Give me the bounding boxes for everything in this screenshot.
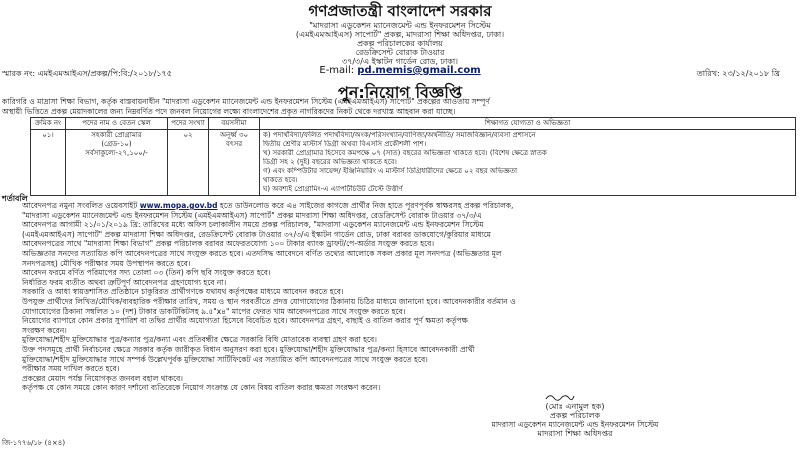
posts-table bbox=[30, 117, 796, 196]
signature-scribble-icon bbox=[545, 392, 575, 402]
qualification-line: ডিগ্রী সহ ২ (দুই) বছরের অভিজ্ঞতা থাকতে হবে। bbox=[263, 158, 397, 166]
condition-text: পরীক্ষার সময় দাখিল করতে হবে। bbox=[22, 364, 120, 374]
post-name: সহকারী প্রোগ্রামার bbox=[91, 131, 142, 139]
condition-item bbox=[22, 220, 800, 230]
condition-item bbox=[22, 383, 800, 393]
col-post-header: পদের নাম ও বেতন স্কেল bbox=[66, 118, 168, 130]
post-cell bbox=[66, 130, 168, 196]
condition-item bbox=[22, 201, 800, 211]
condition-item bbox=[22, 307, 800, 317]
condition-text: আবেদনপত্র নমুনা সংবলিত ওয়েবসাইট bbox=[22, 201, 140, 210]
col-age-header: বয়সসীমা bbox=[209, 118, 260, 130]
signatory-designation: প্রকল্প পরিচালক bbox=[549, 411, 601, 420]
table-header-row bbox=[31, 118, 796, 130]
condition-text: সরকারি ও আধা স্বায়ত্তশাসিত প্রতিষ্ঠানে চাকুরিরত প্রার্থীগণকে যথাযথ কর্তৃপক্ষের মাধ্যমে আবেদন করতে হবে। bbox=[22, 287, 344, 297]
qualification-line: ঘ) অবশ্যই প্রোগ্রামিং-এ এ্যাপটিচিউট টেস্টে উত্তীর্ণ bbox=[263, 185, 403, 193]
qualification-line: থাকতে হবে। bbox=[263, 176, 298, 184]
footer-code: জি-১৭৭৬/১৮ (৪×৪) bbox=[2, 439, 66, 447]
memo-reference: স্মারক নং: এমইএমআইএস/প্রকল্প/পি:বি:/২০১৮/১৭৫ bbox=[2, 69, 172, 78]
condition-text: উক্ত পদসমূহে প্রার্থী নির্বাচনের ক্ষেত্রে সরকার কর্তৃক জারীকৃত বিধান অনুসরণ করা হবে। মুক্তিযোদ্ধা/শহীদ মুক্তিযোদ্ধার পুত্র/কন্যা হিসাবে আবেদনকারী প্রার্থী bbox=[22, 344, 475, 354]
intro-line: অস্থায়ী ভিত্তিতে প্রকল্প মেয়াদকালের জন্য নিম্নবর্ণিত পদে জনবল নিয়োগের লক্ষ্যে বাংলাদেশের প্রকৃত নাগরিকদের নিকট থেকে দরখাস্ত আহবান করা যাচ্ছে। bbox=[2, 107, 456, 116]
condition-text: উপযুক্ত প্রার্থীদের লিখিত/মৌখিক/ব্যবহারিক পরীক্ষার তারিখ, সময় ও স্থান পরবর্তীতে প্রদত্ত যোগাযোগের ঠিকানায় চিঠির মাধ্যমে জানানো হবে। আবেদনকারীর বর্তমান ও bbox=[22, 296, 516, 306]
condition-item bbox=[22, 374, 800, 384]
condition-text: অভিজ্ঞতার সনদের সত্যায়িত কপি আবেদনপত্রের সাথে সংযুক্ত করতে হবে। এতদসিদ্ধ আবেদনে বর্ণিত তথ্যের আলোকে সকল প্রকার মূল সনদপত্র (অভিজ্ঞতার মূল bbox=[22, 248, 502, 258]
intro-paragraph bbox=[2, 97, 797, 117]
col-qualification-header: শিক্ষাগত যোগ্যতা ও অভিজ্ঞতা bbox=[260, 118, 796, 130]
condition-text: নির্ধারিত ফরম ব্যতীত অথবা ত্রুটিপূর্ণ আবেদনপত্র গ্রহণযোগ্য হবে না। bbox=[22, 277, 227, 287]
project-name-line2: (এমইএমআইএস) সাপোর্ট" প্রকল্প, মাদরাসা শিক্ষা অধিদপ্তর, ঢাকা। bbox=[295, 30, 505, 39]
condition-text: যোগাযোগের ঠিকানা সম্বলিত ১০ (দশ) টাকার ডাকটিকিটসহ ৯.৫"x৪" মাপের ফেরত খাম আবেদনপত্রের সাথে সংযুক্ত করতে হবে। bbox=[22, 306, 406, 316]
condition-item bbox=[22, 259, 800, 269]
condition-item bbox=[22, 211, 800, 221]
qualification-line: খ) সরকারী প্রোগ্রামার হিসেবে কমপক্ষে ০৭ (সাত) বছরের অভিজ্ঞতা থাকতে হবে। (বিশেষ ক্ষেত্রে স্নাতক bbox=[263, 149, 547, 157]
condition-item bbox=[22, 230, 800, 240]
condition-item bbox=[22, 249, 800, 259]
qualification-line: ক) পদার্থবিদ্যা/ফলিত পদার্থবিদ্যা/অংক/পরিসংখ্যান/বাণিজ্য/অর্থনীতি/ সমাজবিজ্ঞান/ব্যবসা প্রশাসনে bbox=[263, 131, 536, 139]
office-name: প্রকল্প পরিচালকের কার্যালয় bbox=[357, 39, 443, 48]
qualification-cell bbox=[260, 130, 796, 196]
condition-item bbox=[22, 335, 800, 345]
signatory-name: (মোঃ এনামুল হক) bbox=[545, 402, 605, 411]
condition-item bbox=[22, 278, 800, 288]
table-row bbox=[31, 130, 796, 196]
email-label: E-mail: bbox=[319, 65, 355, 76]
condition-item bbox=[22, 364, 800, 374]
condition-item bbox=[22, 355, 800, 365]
count-cell: ০২ bbox=[168, 130, 209, 196]
condition-text: প্রকল্পের মেয়াদ পর্যন্ত নিয়োগকৃত জনবল বহাল থাকবে। bbox=[22, 373, 183, 383]
post-scale: সর্বসাকুল্যে-২৭,১০০/- bbox=[85, 149, 148, 157]
condition-text: আবেদনপত্রের সাথে "মাদরাসা শিক্ষা বিভাগ" প্রকল্প পরিচালক বরাবর অফেরতযোগ্য ১০০ টাকার ব্যাংক ড্রাফট/পে-অর্ডার সংযুক্ত করতে হবে। bbox=[22, 239, 435, 249]
condition-text: আবেদন ফরমে বর্ণিত পরিমাপের সদ্য তোলা ০৩ (তিন) কপি ছবি সংযুক্ত করতে হবে। bbox=[22, 268, 271, 278]
building-name: রেডক্রিসেন্ট বোরাক টাওয়ার bbox=[355, 48, 445, 57]
condition-item bbox=[22, 316, 800, 326]
website-link[interactable]: www.mopa.gov.bd bbox=[139, 201, 218, 210]
post-grade: (গ্রেড-১০) bbox=[101, 140, 132, 148]
signatory-project: মাদরাসা এডুকেশন ম্যানেজমেন্ট এন্ড ইনফরমেশন সিস্টেম bbox=[491, 420, 659, 429]
condition-item bbox=[22, 297, 800, 307]
condition-item bbox=[22, 268, 800, 278]
condition-item bbox=[22, 239, 800, 249]
condition-item bbox=[22, 345, 800, 355]
email-link[interactable]: pd.memis@gmail.com bbox=[357, 65, 481, 76]
condition-text: হতে ডাউনলোড করে এ৪ সাইজের কাগজে প্রার্থীর নিজ হাতে পূরণপূর্বক স্বাক্ষরসহ প্রকল্প পরিচালক, bbox=[217, 201, 514, 210]
condition-text: সংরক্ষণ করেন। bbox=[22, 325, 67, 335]
condition-item bbox=[22, 326, 800, 336]
condition-text: (এমইএমআইএস) সাপোর্ট" প্রকল্প মাদরাসা শিক্ষা অধিদপ্তর, রেডক্রিসেন্ট বোরাক টাওয়ার ৩৭/৩/এ ইস্কাটন গার্ডেন রোড, ঢাকা বরাবর ডাকযোগে/কুরিয়ার মাধ্যমে bbox=[22, 229, 491, 239]
condition-text: মুক্তিযোদ্ধা/শহীদ মুক্তিযোদ্ধার সাথে সম্পর্ক উল্লেখপূর্বক মুক্তিযোদ্ধা সার্টিফিকেট এর সত্যায়িত কপি আবেদনপত্রের সাথে সংযুক্ত করতে হবে। bbox=[22, 354, 428, 364]
qualification-line: দ্বিতীয় শ্রেণীর মাস্টার্স ডিগ্রী অথবা বিএসসি প্রকৌশলী পাশ। bbox=[263, 140, 427, 148]
intro-line: কারিগরি ও মাদ্রাসা শিক্ষা বিভাগ, কর্তৃক বাস্তবায়নাধীন "মাদরাসা এডুকেশন ম্যানেজমেন্ট এন্ড ইনফরমেশন সিস্টেম (এমইএমআইএস) সাপোর্ট" প্রকল্পের আওতায় সম্পূর্ণ bbox=[2, 97, 490, 106]
notice-title: পুন:নিয়োগ বিজ্ঞপ্তি bbox=[337, 83, 462, 102]
condition-text: সনদপত্রসহ) মৌখিক পরীক্ষার সময় উপস্থাপন করতে হবে। bbox=[22, 258, 191, 268]
conditions-list bbox=[0, 201, 800, 393]
col-count-header: পদের সংখ্যা bbox=[168, 118, 209, 130]
qualification-line: গ) এবং কম্পিউটার সায়েন্স/ ইঞ্জিনিয়ারিং এ মাস্টার্স ডিগ্রিধারীদের ক্ষেত্রে ০২ বছর অভিজ্ঞতা bbox=[263, 167, 518, 175]
conditions-heading: শর্তাবলি bbox=[2, 194, 28, 203]
condition-text: নিয়োগের ব্যাপারে কোন প্রকার সুপারিশ বা তদ্বির প্রার্থীর অযোগ্যতা হিসেবে বিবেচিত হবে। আবেদনপত্র গ্রহণ, বাছাই ও বাতিল করার পূর্ণ ক্ষমতা কর্তৃপক্ষ bbox=[22, 316, 468, 326]
email-line bbox=[160, 66, 640, 76]
serial-cell: ০১। bbox=[31, 130, 66, 196]
signatory-department: মাদরাসা শিক্ষা অধিদপ্তর bbox=[537, 429, 613, 438]
col-serial-header: ক্রমিক নং bbox=[31, 118, 66, 130]
project-name-line1: "মাদরাসা এডুকেশন ম্যানেজমেন্ট এন্ড ইনফরমেশন সিস্টেম bbox=[309, 21, 491, 30]
condition-text: মুক্তিযোদ্ধা/শহীদ মুক্তিযোদ্ধার পুত্র/কন্যার পুত্র/কন্যা এবং প্রতিবন্ধীর ক্ষেত্রে সরকারি বিধি মোতাবেক ব্যবস্থা গ্রহণ করা হবে। bbox=[22, 335, 377, 345]
condition-text: আবেদনপত্র আগামী ২১/০১/২০১৯ খ্রি: তারিখের মধ্যে অফিস চলাকালীন সময়ে প্রকল্প পরিচালক, "মাদরাসা এডুকেশন ম্যানেজমেন্ট এন্ড ইনফরমেশন সিস্টেম bbox=[22, 220, 484, 230]
condition-text: কর্তৃপক্ষ যে কোন সময়ে কোন কারণ দর্শানো ব্যতিরেকে নিয়োগ সংক্রান্ত যে কোন বিষয় বাতিল করার ক্ষমতা সংরক্ষণ করেন। bbox=[22, 383, 381, 393]
memo-date: তারিখ: ২৩/১২/২০১৮ খ্রি bbox=[696, 69, 780, 78]
age-cell: অনূর্ধ্ব ৩০ বৎসর bbox=[209, 130, 260, 196]
office-address: ৩৭/৩/এ ইস্কাটন গার্ডেন রোড, ঢাকা। bbox=[341, 57, 459, 66]
condition-item bbox=[22, 287, 800, 297]
condition-text: "মাদরাসা এডুকেশন ম্যানেজমেন্ট এন্ড ইনফরমেশন সিস্টেম (এমইএমআইএস) সাপোর্ট" প্রকল্প মাদরাসা শিক্ষা অধিদপ্তর, রেডক্রিসেন্ট বোরাক টাওয়ার ৩৭/৩/এ bbox=[22, 210, 482, 220]
government-title: গণপ্রজাতন্ত্রী বাংলাদেশ সরকার bbox=[308, 2, 492, 20]
